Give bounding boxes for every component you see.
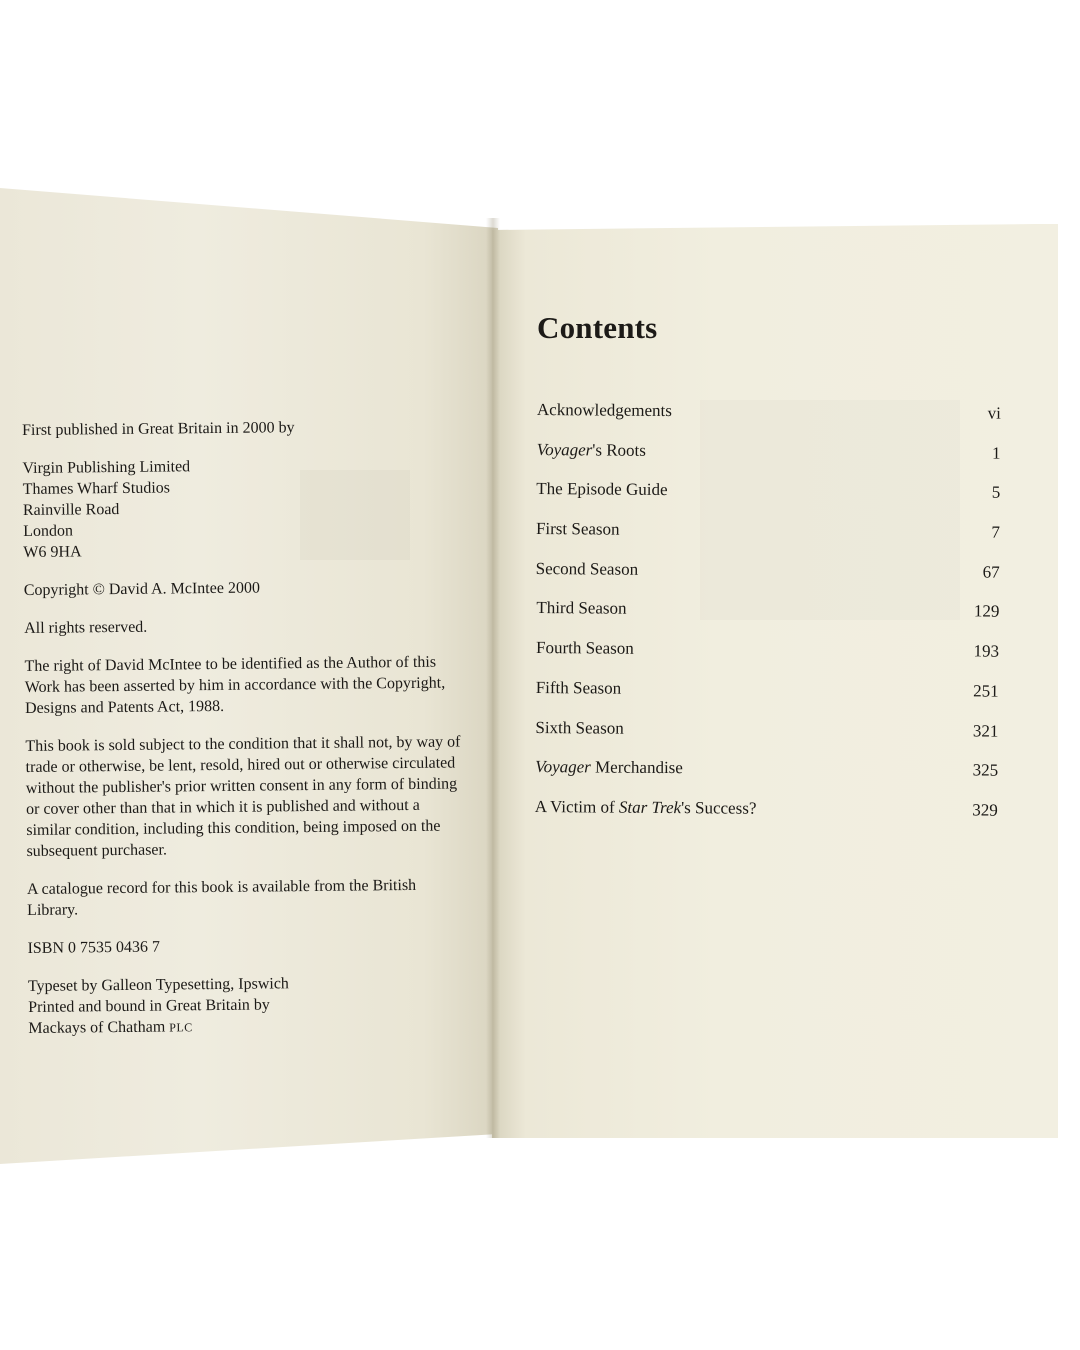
toc-page-number: 321 bbox=[972, 720, 999, 741]
toc-page-number: 7 bbox=[991, 522, 1001, 542]
toc-title-text: Third Season bbox=[536, 598, 627, 619]
toc-page-number: 1 bbox=[992, 443, 1001, 463]
toc-page-number: 67 bbox=[982, 562, 1000, 582]
toc-entry bbox=[536, 440, 1000, 483]
address-line: Virgin Publishing Limited bbox=[22, 458, 191, 477]
toc-title-prefix: A Victim of bbox=[534, 796, 620, 817]
toc-page-number: vi bbox=[987, 403, 1001, 423]
toc-title-text: Fifth Season bbox=[535, 677, 622, 698]
toc-entry-title bbox=[536, 519, 620, 540]
toc-entry-title bbox=[535, 717, 623, 738]
address-line: W6 9HA bbox=[23, 543, 82, 561]
toc-title-text: Fourth Season bbox=[535, 638, 634, 658]
contents-title: Contents bbox=[537, 310, 658, 345]
printed-line: Printed and bound in Great Britain by bbox=[28, 996, 270, 1016]
toc-entry bbox=[536, 479, 1000, 522]
toc-title-text: Merchandise bbox=[590, 757, 683, 778]
toc-title-italic: Star Trek bbox=[618, 797, 682, 818]
toc-entry-title bbox=[536, 559, 639, 580]
address-line: London bbox=[23, 522, 74, 540]
toc-entry bbox=[535, 638, 999, 681]
toc-title-text: 's Success? bbox=[681, 798, 757, 818]
publisher-address bbox=[22, 453, 463, 563]
moral-rights-paragraph: The right of David McIntee to be identified as the Author of this Work has been asserted by him in accordance with the Copyright, Designs and Patents Act, 1988. bbox=[24, 653, 446, 717]
toc-entry bbox=[534, 717, 998, 760]
imprint-block bbox=[22, 415, 469, 1057]
toc-entry bbox=[536, 519, 1000, 562]
toc-page-number: 251 bbox=[973, 681, 999, 701]
toc-entry-title bbox=[536, 638, 634, 659]
toc-title-text: Sixth Season bbox=[535, 717, 624, 738]
toc-title-text: The Episode Guide bbox=[536, 479, 668, 500]
copyright-line: Copyright © David A. McIntee 2000 bbox=[23, 579, 260, 599]
address-line: Thames Wharf Studios bbox=[22, 479, 171, 498]
toc-entry bbox=[535, 559, 999, 602]
toc-entry-title bbox=[537, 400, 672, 421]
toc-title-italic: Voyager bbox=[536, 439, 593, 460]
printer-name: Mackays of Chatham bbox=[28, 1018, 166, 1037]
condition-paragraph: This book is sold subject to the condition that it shall not, by way of trade or otherwise, be lent, resold, hired out or otherwise circulated without the publisher's prior written consent in any form of binding or cover other than that in which it is published and without a similar condition, including this condition, being imposed on the subsequent purchaser. bbox=[25, 733, 461, 860]
toc-title-text: 's Roots bbox=[592, 440, 647, 460]
book-gutter bbox=[486, 218, 500, 1138]
catalogue-paragraph: A catalogue record for this book is available from the British Library. bbox=[26, 876, 417, 919]
toc-entry bbox=[535, 598, 999, 641]
toc-page-number: 5 bbox=[991, 482, 1001, 503]
printer-credits bbox=[28, 971, 469, 1040]
first-published: First published in Great Britain in 2000 by bbox=[22, 419, 295, 439]
toc-page-number: 329 bbox=[972, 800, 998, 820]
toc-entry bbox=[534, 757, 998, 800]
toc-entry-title bbox=[537, 440, 646, 461]
table-of-contents bbox=[534, 400, 1001, 840]
typeset-line: Typeset by Galleon Typesetting, Ipswich bbox=[27, 975, 289, 995]
toc-title-text: Acknowledgements bbox=[536, 400, 673, 421]
printer-suffix: PLC bbox=[169, 1020, 193, 1035]
isbn-line: ISBN 0 7535 0436 7 bbox=[27, 938, 161, 957]
address-line: Rainville Road bbox=[22, 500, 120, 519]
toc-page-number: 325 bbox=[972, 760, 999, 780]
toc-entry-title bbox=[535, 797, 757, 819]
toc-entry bbox=[534, 797, 998, 840]
toc-title-italic: Voyager bbox=[535, 757, 591, 777]
toc-entry-title bbox=[536, 678, 622, 699]
toc-title-text: Second Season bbox=[535, 558, 639, 579]
toc-page-number: 193 bbox=[973, 641, 1000, 661]
toc-entry bbox=[537, 400, 1001, 443]
toc-entry-title bbox=[536, 598, 626, 619]
toc-title-text: First Season bbox=[535, 519, 620, 539]
toc-page-number: 129 bbox=[973, 601, 1000, 622]
rights-line: All rights reserved. bbox=[24, 618, 148, 637]
toc-entry-title bbox=[535, 757, 683, 778]
toc-entry bbox=[535, 678, 999, 721]
toc-entry-title bbox=[536, 479, 667, 500]
